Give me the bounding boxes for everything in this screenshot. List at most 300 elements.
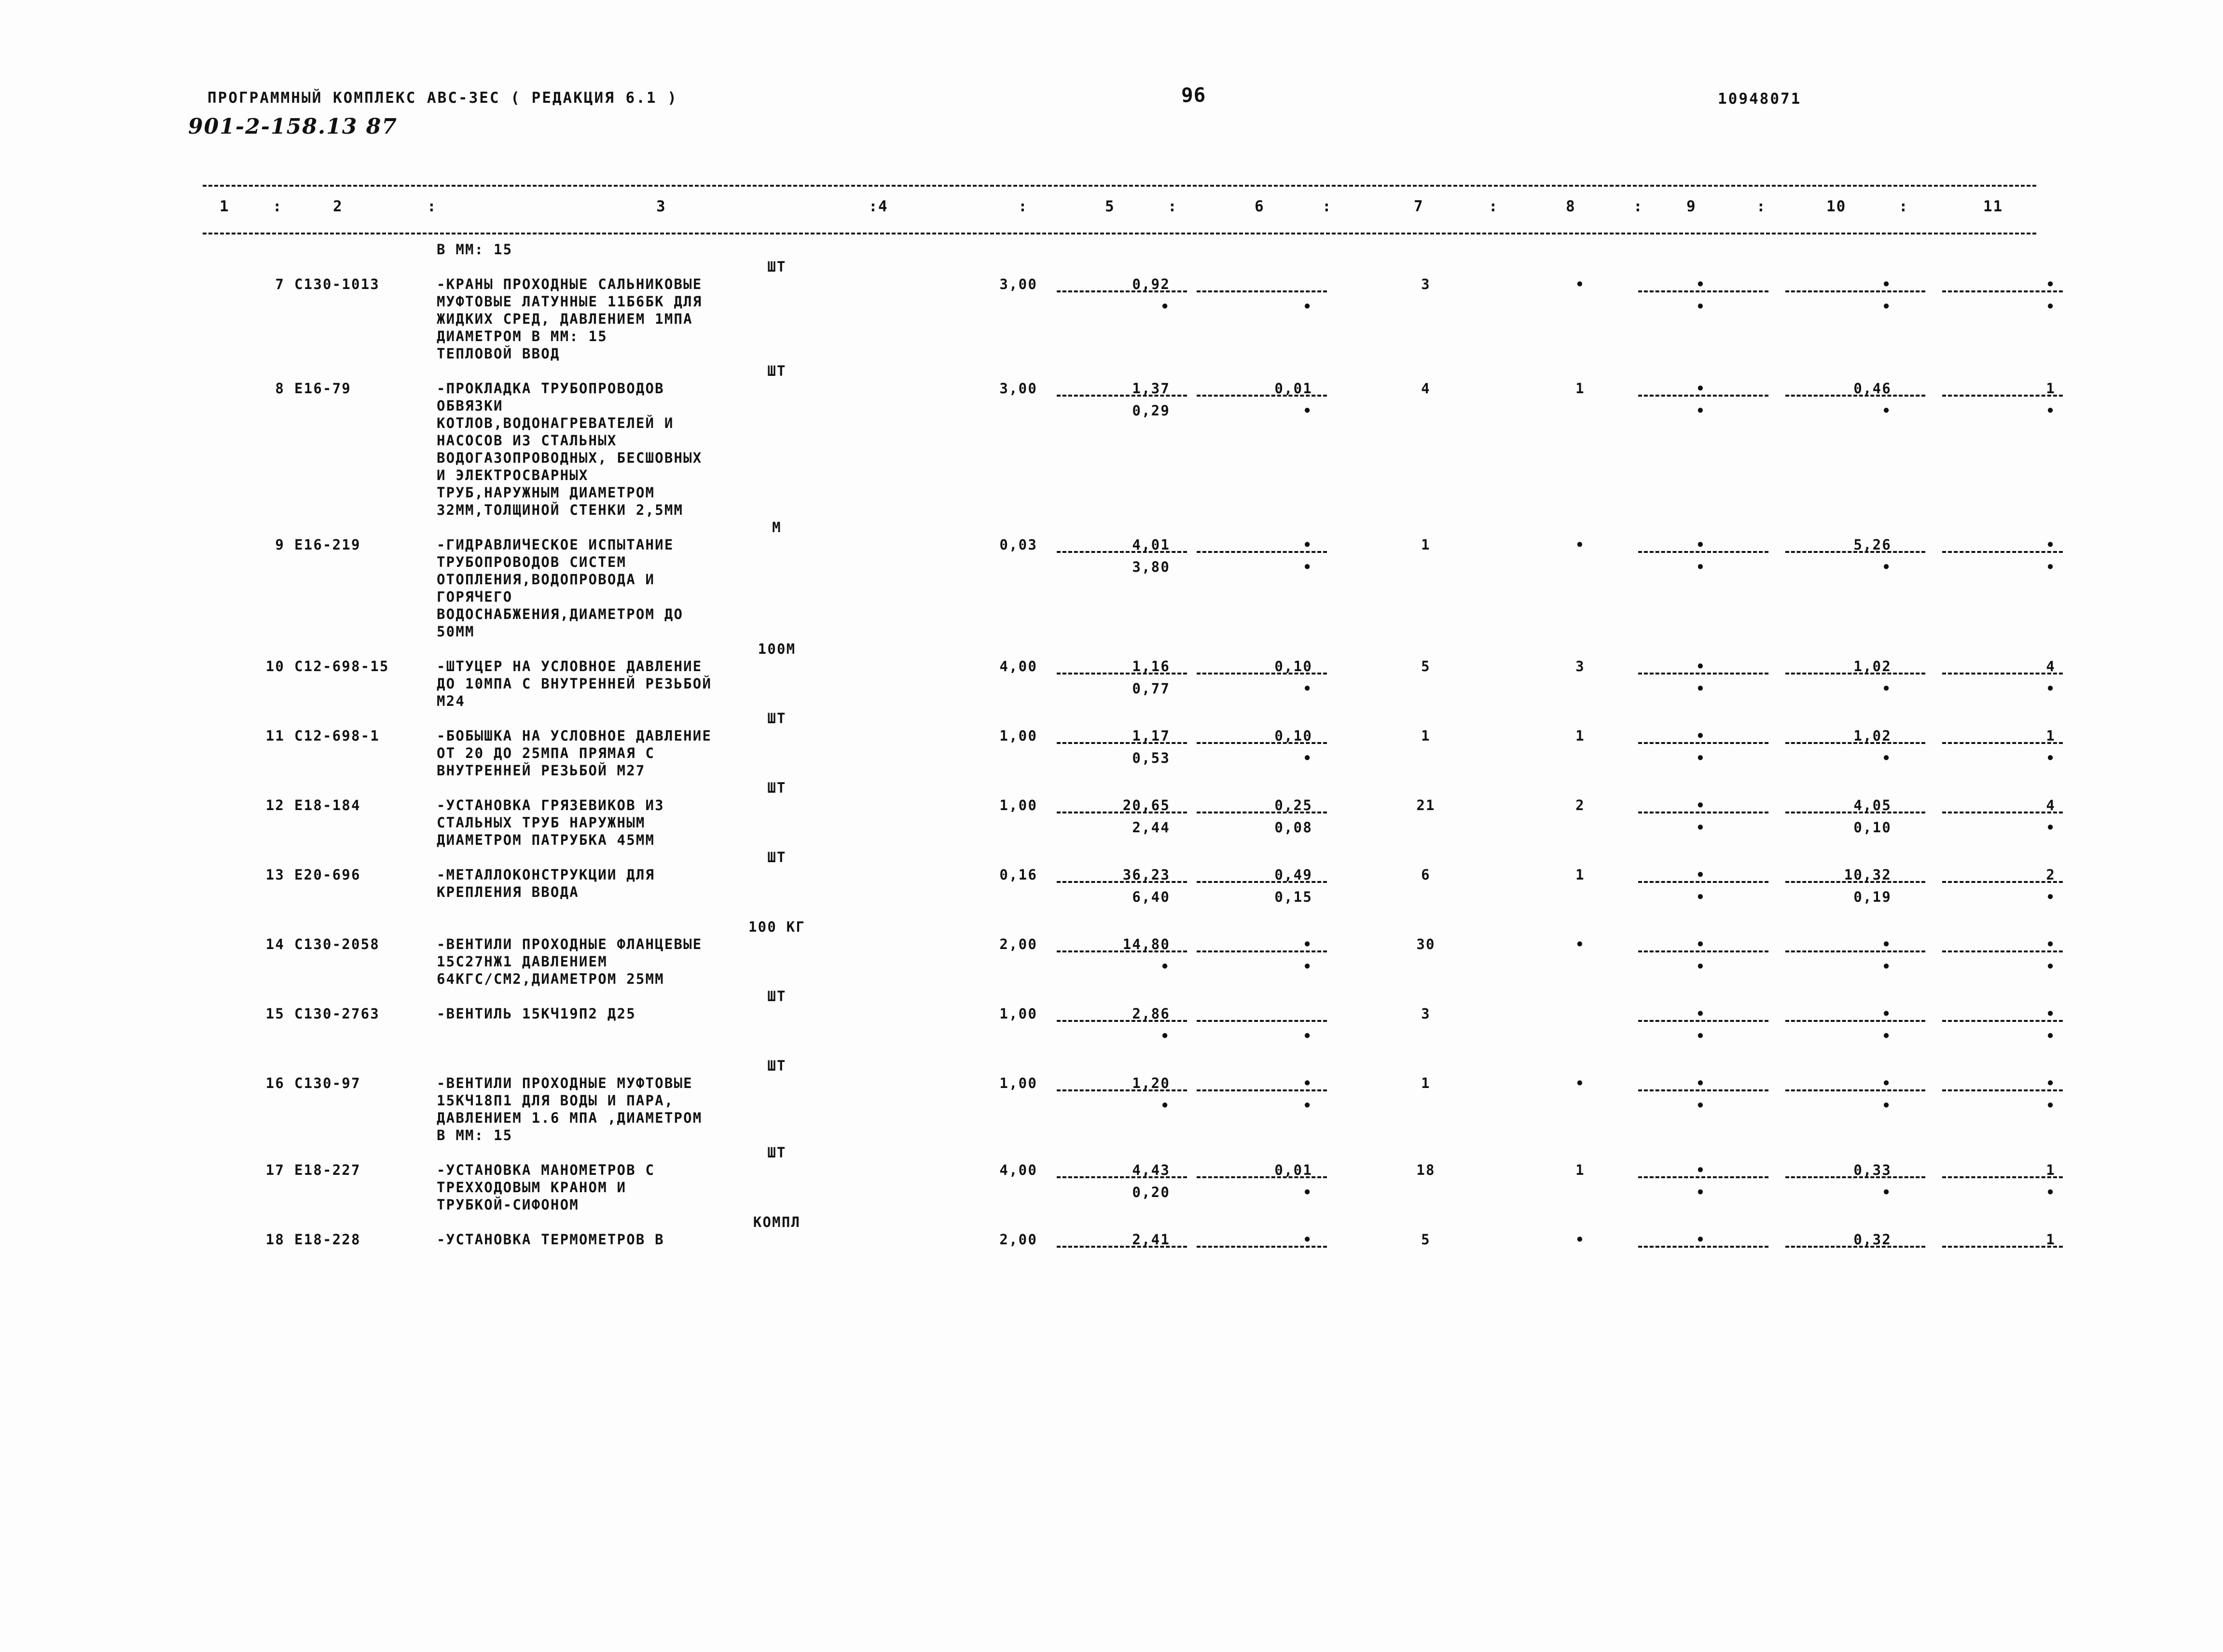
row-code: Е20-696	[294, 867, 361, 883]
value-underline	[1785, 395, 1925, 397]
row-description-line: В ММ: 15	[437, 1127, 513, 1143]
row-value-9-secondary: •	[1696, 889, 1706, 905]
value-underline	[1057, 395, 1187, 397]
row-value-6-secondary: •	[1303, 559, 1312, 575]
row-quantity: 3,00	[999, 276, 1037, 292]
table-top-rule	[203, 185, 2036, 187]
row-quantity: 4,00	[999, 658, 1037, 675]
row-description-line: -ВЕНТИЛИ ПРОХОДНЫЕ ФЛАНЦЕВЫЕ	[437, 936, 703, 952]
column-separator: :	[427, 198, 437, 215]
table-column-headers	[0, 198, 2223, 224]
value-underline	[1057, 1089, 1187, 1091]
value-underline	[1785, 812, 1925, 813]
row-value-10-secondary: •	[1882, 1097, 1892, 1114]
row-quantity: 3,00	[999, 380, 1037, 397]
row-value-6-secondary: 0,15	[1274, 889, 1312, 905]
value-underline	[1057, 673, 1187, 675]
row-value-7: 3	[1421, 276, 1431, 292]
row-value-5-secondary: •	[1160, 298, 1170, 315]
row-value-7: 1	[1421, 728, 1431, 744]
row-value-8: 1	[1575, 728, 1585, 744]
row-value-9-secondary: •	[1696, 1097, 1706, 1114]
value-underline	[1197, 742, 1327, 744]
row-value-10-secondary: •	[1882, 750, 1892, 766]
section-caption: ТЕПЛОВОЙ ВВОД	[437, 345, 560, 362]
row-value-11: •	[2046, 1005, 2056, 1022]
row-quantity: 1,00	[999, 728, 1037, 744]
row-value-9: •	[1696, 1005, 1706, 1022]
table-row[interactable]	[0, 919, 2223, 988]
value-underline	[1197, 395, 1327, 397]
row-quantity: 1,00	[999, 1075, 1037, 1091]
row-value-10: •	[1882, 936, 1892, 952]
row-value-5-secondary: 0,29	[1132, 402, 1170, 419]
row-value-9: •	[1696, 658, 1706, 675]
row-quantity: 1,00	[999, 797, 1037, 813]
row-value-10-secondary: •	[1882, 298, 1892, 315]
value-underline	[1785, 742, 1925, 744]
page-number: 96	[1181, 83, 1206, 107]
row-value-9: •	[1696, 380, 1706, 397]
row-value-5: 36,23	[1122, 867, 1170, 883]
row-value-9-secondary: •	[1696, 559, 1706, 575]
row-code: С12-698-1	[294, 728, 380, 744]
column-separator: :	[273, 198, 283, 215]
row-value-9-secondary: •	[1696, 402, 1706, 419]
row-description-line: ДАВЛЕНИЕМ 1.6 МПА ,ДИАМЕТРОМ	[437, 1110, 703, 1126]
table-row[interactable]	[0, 641, 2223, 710]
row-value-10: 5,26	[1853, 537, 1892, 553]
row-value-9: •	[1696, 797, 1706, 813]
row-value-8: •	[1575, 936, 1585, 952]
row-number: 17	[265, 1162, 285, 1178]
row-unit: ШТ	[767, 259, 787, 275]
value-underline	[1057, 1020, 1187, 1022]
row-description-line: ТРУБКОЙ-СИФОНОМ	[437, 1197, 579, 1213]
row-unit: ШТ	[767, 1058, 787, 1074]
row-value-8: 1	[1575, 1162, 1585, 1178]
row-number: 7	[275, 276, 285, 292]
row-value-6-secondary: •	[1303, 750, 1312, 766]
row-description-line: МУФТОВЫЕ ЛАТУННЫЕ 11Б6БК ДЛЯ	[437, 293, 703, 310]
row-value-11-secondary: •	[2046, 402, 2056, 419]
row-description-line: ДИАМЕТРОМ В ММ: 15	[437, 328, 608, 344]
value-underline	[1197, 673, 1327, 675]
row-value-5: 1,20	[1132, 1075, 1170, 1091]
row-number: 15	[265, 1005, 285, 1022]
row-value-5-secondary: 0,77	[1132, 680, 1170, 697]
row-number: 11	[265, 728, 285, 744]
row-value-7: 30	[1416, 936, 1436, 952]
column-header-2: 2	[333, 198, 343, 215]
row-value-8: •	[1575, 1231, 1585, 1248]
row-code: С130-97	[294, 1075, 361, 1091]
value-underline	[1197, 881, 1327, 883]
table-row[interactable]	[0, 1214, 2223, 1283]
value-underline	[1057, 1246, 1187, 1248]
row-value-6-secondary: •	[1303, 1184, 1312, 1200]
row-description-line: ТРУБ,НАРУЖНЫМ ДИАМЕТРОМ	[437, 484, 655, 501]
row-unit: 100 КГ	[748, 919, 805, 935]
row-value-11-secondary: •	[2046, 559, 2056, 575]
row-number: 14	[265, 936, 285, 952]
row-value-6: 0,25	[1274, 797, 1312, 813]
row-value-5-secondary: 2,44	[1132, 819, 1170, 836]
column-header-8: 8	[1566, 198, 1576, 215]
row-value-10: 10,32	[1844, 867, 1892, 883]
row-description-line: ОТОПЛЕНИЯ,ВОДОПРОВОДА И	[437, 571, 655, 588]
value-underline	[1197, 551, 1327, 553]
table-row[interactable]	[0, 849, 2223, 919]
row-description-line: -УСТАНОВКА МАНОМЕТРОВ С	[437, 1162, 655, 1178]
row-value-11: 4	[2046, 658, 2056, 675]
value-underline	[1197, 1176, 1327, 1178]
row-value-10: •	[1882, 1075, 1892, 1091]
row-code: С130-1013	[294, 276, 380, 292]
value-underline	[1942, 1020, 2063, 1022]
value-underline	[1057, 1176, 1187, 1178]
row-description-line: 64КГС/СМ2,ДИАМЕТРОМ 25ММ	[437, 971, 664, 987]
value-underline	[1942, 290, 2063, 292]
column-header-6: 6	[1255, 198, 1265, 215]
row-code: Е16-79	[294, 380, 351, 397]
row-value-6-secondary: •	[1303, 298, 1312, 315]
row-number: 12	[265, 797, 285, 813]
continuation-note	[0, 241, 2223, 259]
row-quantity: 2,00	[999, 936, 1037, 952]
value-underline	[1942, 1176, 2063, 1178]
column-header-5: 5	[1105, 198, 1115, 215]
column-header-10: 10	[1826, 198, 1847, 215]
row-value-11-secondary: •	[2046, 958, 2056, 975]
row-unit: КОМПЛ	[753, 1214, 801, 1230]
value-underline	[1785, 673, 1925, 675]
row-description-line: КОТЛОВ,ВОДОНАГРЕВАТЕЛЕЙ И	[437, 415, 674, 431]
value-underline	[1785, 950, 1925, 952]
row-value-11: •	[2046, 1075, 2056, 1091]
table-row[interactable]	[0, 1058, 2223, 1144]
table-body	[0, 241, 2223, 1283]
row-value-11-secondary: •	[2046, 1184, 2056, 1200]
row-value-8: •	[1575, 276, 1585, 292]
row-value-10-secondary: •	[1882, 1184, 1892, 1200]
row-value-7: 1	[1421, 537, 1431, 553]
column-header-7: 7	[1414, 198, 1424, 215]
row-description-line: ТРУБОПРОВОДОВ СИСТЕМ	[437, 554, 627, 570]
row-code: С130-2058	[294, 936, 380, 952]
row-value-9: •	[1696, 728, 1706, 744]
row-value-9: •	[1696, 276, 1706, 292]
row-description-line: 32ММ,ТОЛЩИНОЙ СТЕНКИ 2,5ММ	[437, 502, 684, 518]
row-value-6-secondary: •	[1303, 958, 1312, 975]
row-value-10-secondary: 0,10	[1853, 819, 1892, 836]
row-value-6-secondary: •	[1303, 1097, 1312, 1114]
row-value-10-secondary: •	[1882, 402, 1892, 419]
value-underline	[1638, 395, 1768, 397]
table-header-rule	[203, 233, 2036, 234]
row-value-9: •	[1696, 1162, 1706, 1178]
value-underline	[1942, 881, 2063, 883]
software-title: ПРОГРАММНЫЙ КОМПЛЕКС АВС-3ЕС ( РЕДАКЦИЯ 6.1 )	[207, 89, 678, 107]
row-value-5-secondary: •	[1160, 1028, 1170, 1044]
row-number: 16	[265, 1075, 285, 1091]
row-value-11: 2	[2046, 867, 2056, 883]
value-underline	[1785, 881, 1925, 883]
row-value-11-secondary: •	[2046, 819, 2056, 836]
row-value-6: 0,01	[1274, 380, 1312, 397]
column-header-11: 11	[1983, 198, 2003, 215]
row-value-8: 1	[1575, 380, 1585, 397]
row-value-5: 1,37	[1132, 380, 1170, 397]
value-underline	[1942, 551, 2063, 553]
row-value-11: •	[2046, 936, 2056, 952]
row-value-10: 1,02	[1853, 658, 1892, 675]
row-description-line: -ГИДРАВЛИЧЕСКОЕ ИСПЫТАНИЕ	[437, 537, 674, 553]
row-value-5: 0,92	[1132, 276, 1170, 292]
value-underline	[1197, 1020, 1327, 1022]
row-value-5: 4,43	[1132, 1162, 1170, 1178]
row-value-6: 0,01	[1274, 1162, 1312, 1178]
column-separator: :	[1899, 198, 1909, 215]
row-number: 18	[265, 1231, 285, 1248]
row-value-8: •	[1575, 537, 1585, 553]
row-value-6-secondary: 0,08	[1274, 819, 1312, 836]
table-row[interactable]	[0, 519, 2223, 641]
row-value-6: 0,49	[1274, 867, 1312, 883]
value-underline	[1638, 950, 1768, 952]
value-underline	[1638, 1089, 1768, 1091]
value-underline	[1785, 1089, 1925, 1091]
row-value-5-secondary: 3,80	[1132, 559, 1170, 575]
row-quantity: 1,00	[999, 1005, 1037, 1022]
value-underline	[1942, 950, 2063, 952]
row-unit: ШТ	[767, 849, 787, 866]
row-value-5-secondary: 0,53	[1132, 750, 1170, 766]
row-description-line: ВОДОСНАБЖЕНИЯ,ДИАМЕТРОМ ДО	[437, 606, 684, 622]
row-value-5-secondary: 0,20	[1132, 1184, 1170, 1200]
row-description-line: ВОДОГАЗОПРОВОДНЫХ, БЕСШОВНЫХ	[437, 450, 703, 466]
row-description-line: 50ММ	[437, 623, 475, 640]
row-value-9-secondary: •	[1696, 750, 1706, 766]
row-value-7: 4	[1421, 380, 1431, 397]
row-value-9: •	[1696, 1231, 1706, 1248]
table-row[interactable]	[0, 345, 2223, 519]
value-underline	[1785, 1176, 1925, 1178]
row-value-9-secondary: •	[1696, 819, 1706, 836]
value-underline	[1057, 290, 1187, 292]
row-value-11-secondary: •	[2046, 680, 2056, 697]
row-value-11: 1	[2046, 380, 2056, 397]
row-value-9-secondary: •	[1696, 298, 1706, 315]
row-value-7: 1	[1421, 1075, 1431, 1091]
column-separator: :	[1018, 198, 1028, 215]
row-value-10: •	[1882, 276, 1892, 292]
table-row[interactable]	[0, 988, 2223, 1058]
column-header-1: 1	[220, 198, 230, 215]
row-value-8: 3	[1575, 658, 1585, 675]
row-value-6: •	[1303, 537, 1312, 553]
row-description-line: СТАЛЬНЫХ ТРУБ НАРУЖНЫМ	[437, 814, 646, 831]
value-underline	[1942, 1246, 2063, 1248]
row-description-line: -КРАНЫ ПРОХОДНЫЕ САЛЬНИКОВЫЕ	[437, 276, 703, 292]
row-unit: М	[772, 519, 782, 536]
value-underline	[1942, 742, 2063, 744]
row-value-10-secondary: 0,19	[1853, 889, 1892, 905]
value-underline	[1057, 742, 1187, 744]
value-underline	[1057, 812, 1187, 813]
value-underline	[1197, 950, 1327, 952]
value-underline	[1638, 1176, 1768, 1178]
row-description-line: ДО 10МПА С ВНУТРЕННЕЙ РЕЗЬБОЙ	[437, 675, 712, 692]
row-description-line: -БОБЫШКА НА УСЛОВНОЕ ДАВЛЕНИЕ	[437, 728, 712, 744]
row-quantity: 2,00	[999, 1231, 1037, 1248]
row-value-10-secondary: •	[1882, 958, 1892, 975]
row-description-line: -ВЕНТИЛИ ПРОХОДНЫЕ МУФТОВЫЕ	[437, 1075, 693, 1091]
row-value-9: •	[1696, 936, 1706, 952]
value-underline	[1785, 551, 1925, 553]
row-value-5: 14,80	[1122, 936, 1170, 952]
table-row[interactable]	[0, 1144, 2223, 1214]
row-value-5-secondary: •	[1160, 958, 1170, 975]
row-code: Е18-227	[294, 1162, 361, 1178]
value-underline	[1638, 1246, 1768, 1248]
row-value-11-secondary: •	[2046, 889, 2056, 905]
value-underline	[1785, 1020, 1925, 1022]
row-description-line: -УСТАНОВКА ГРЯЗЕВИКОВ ИЗ	[437, 797, 664, 813]
row-unit: ШТ	[767, 780, 787, 796]
row-unit: ШТ	[767, 1144, 787, 1161]
row-value-5-secondary: •	[1160, 1097, 1170, 1114]
row-unit: ШТ	[767, 363, 787, 379]
row-value-10: 0,46	[1853, 380, 1892, 397]
row-value-11: 4	[2046, 797, 2056, 813]
row-value-7: 5	[1421, 1231, 1431, 1248]
row-value-11: 1	[2046, 728, 2056, 744]
row-value-11-secondary: •	[2046, 298, 2056, 315]
value-underline	[1785, 290, 1925, 292]
row-value-6: 0,10	[1274, 728, 1312, 744]
table-row[interactable]	[0, 259, 2223, 345]
column-separator: :	[1168, 198, 1178, 215]
value-underline	[1638, 1020, 1768, 1022]
row-description-line: -УСТАНОВКА ТЕРМОМЕТРОВ В	[437, 1231, 664, 1248]
value-underline	[1785, 1246, 1925, 1248]
row-value-11: •	[2046, 537, 2056, 553]
row-value-7: 3	[1421, 1005, 1431, 1022]
column-header-3: 3	[656, 198, 666, 215]
row-description-line: ВНУТРЕННЕЙ РЕЗЬБОЙ М27	[437, 762, 646, 779]
row-description-line: ГОРЯЧЕГО	[437, 589, 513, 605]
row-value-8: 2	[1575, 797, 1585, 813]
row-value-7: 5	[1421, 658, 1431, 675]
row-value-6-secondary: •	[1303, 1028, 1312, 1044]
row-value-6: 0,10	[1274, 658, 1312, 675]
row-value-9: •	[1696, 1075, 1706, 1091]
value-underline	[1638, 290, 1768, 292]
value-underline	[1942, 812, 2063, 813]
row-description-line: НАСОСОВ ИЗ СТАЛЬНЫХ	[437, 432, 617, 449]
value-underline	[1197, 812, 1327, 813]
value-underline	[1057, 950, 1187, 952]
page-header	[0, 83, 2223, 147]
row-description-line: ОТ 20 ДО 25МПА ПРЯМАЯ С	[437, 745, 655, 761]
column-separator: :	[1633, 198, 1643, 215]
value-underline	[1638, 742, 1768, 744]
row-value-10: 0,33	[1853, 1162, 1892, 1178]
row-value-10-secondary: •	[1882, 1028, 1892, 1044]
row-value-5: 1,16	[1132, 658, 1170, 675]
row-description-line: 15КЧ18П1 ДЛЯ ВОДЫ И ПАРА,	[437, 1092, 674, 1109]
row-description-line: ТРЕХХОДОВЫМ КРАНОМ И	[437, 1179, 627, 1196]
row-value-7: 6	[1421, 867, 1431, 883]
row-value-10-secondary: •	[1882, 680, 1892, 697]
row-value-9: •	[1696, 867, 1706, 883]
row-value-9-secondary: •	[1696, 1184, 1706, 1200]
row-number: 13	[265, 867, 285, 883]
row-unit: 100М	[758, 641, 796, 657]
row-value-6-secondary: •	[1303, 680, 1312, 697]
row-description-line: ДИАМЕТРОМ ПАТРУБКА 45ММ	[437, 832, 655, 848]
row-value-11: 1	[2046, 1162, 2056, 1178]
column-header-4: 4	[878, 198, 888, 215]
value-underline	[1942, 1089, 2063, 1091]
row-value-6: •	[1303, 1075, 1312, 1091]
value-underline	[1638, 551, 1768, 553]
row-description-line: КРЕПЛЕНИЯ ВВОДА	[437, 884, 579, 900]
value-underline	[1197, 1089, 1327, 1091]
row-description-line: 15С27НЖ1 ДАВЛЕНИЕМ	[437, 953, 608, 970]
column-separator: :	[1756, 198, 1767, 215]
table-row[interactable]	[0, 710, 2223, 780]
row-value-10: •	[1882, 1005, 1892, 1022]
value-underline	[1057, 881, 1187, 883]
value-underline	[1638, 881, 1768, 883]
row-value-5: 4,01	[1132, 537, 1170, 553]
value-underline	[1638, 673, 1768, 675]
row-value-9: •	[1696, 537, 1706, 553]
column-header-9: 9	[1686, 198, 1697, 215]
row-value-6-secondary: •	[1303, 402, 1312, 419]
continuation-note-text: В ММ: 15	[437, 241, 513, 258]
column-separator: :	[1322, 198, 1332, 215]
document-code: 10948071	[1718, 90, 1802, 108]
row-code: Е18-228	[294, 1231, 361, 1248]
value-underline	[1942, 395, 2063, 397]
row-value-5: 1,17	[1132, 728, 1170, 744]
row-number: 8	[275, 380, 285, 397]
row-description-line: И ЭЛЕКТРОСВАРНЫХ	[437, 467, 589, 483]
row-value-10-secondary: •	[1882, 559, 1892, 575]
row-description-line: -МЕТАЛЛОКОНСТРУКЦИИ ДЛЯ	[437, 867, 655, 883]
row-value-7: 21	[1416, 797, 1436, 813]
row-value-5-secondary: 6,40	[1132, 889, 1170, 905]
value-underline	[1942, 673, 2063, 675]
row-code: С130-2763	[294, 1005, 380, 1022]
table-row[interactable]	[0, 780, 2223, 849]
row-value-11-secondary: •	[2046, 750, 2056, 766]
row-value-10: 0,32	[1853, 1231, 1892, 1248]
row-value-11: 1	[2046, 1231, 2056, 1248]
row-value-8: •	[1575, 1075, 1585, 1091]
row-quantity: 0,16	[999, 867, 1037, 883]
row-value-9-secondary: •	[1696, 680, 1706, 697]
row-code: Е16-219	[294, 537, 361, 553]
row-value-5: 2,41	[1132, 1231, 1170, 1248]
row-unit: ШТ	[767, 710, 787, 727]
row-number: 10	[265, 658, 285, 675]
row-description-line: ЖИДКИХ СРЕД, ДАВЛЕНИЕМ 1МПА	[437, 311, 693, 327]
row-value-11-secondary: •	[2046, 1097, 2056, 1114]
